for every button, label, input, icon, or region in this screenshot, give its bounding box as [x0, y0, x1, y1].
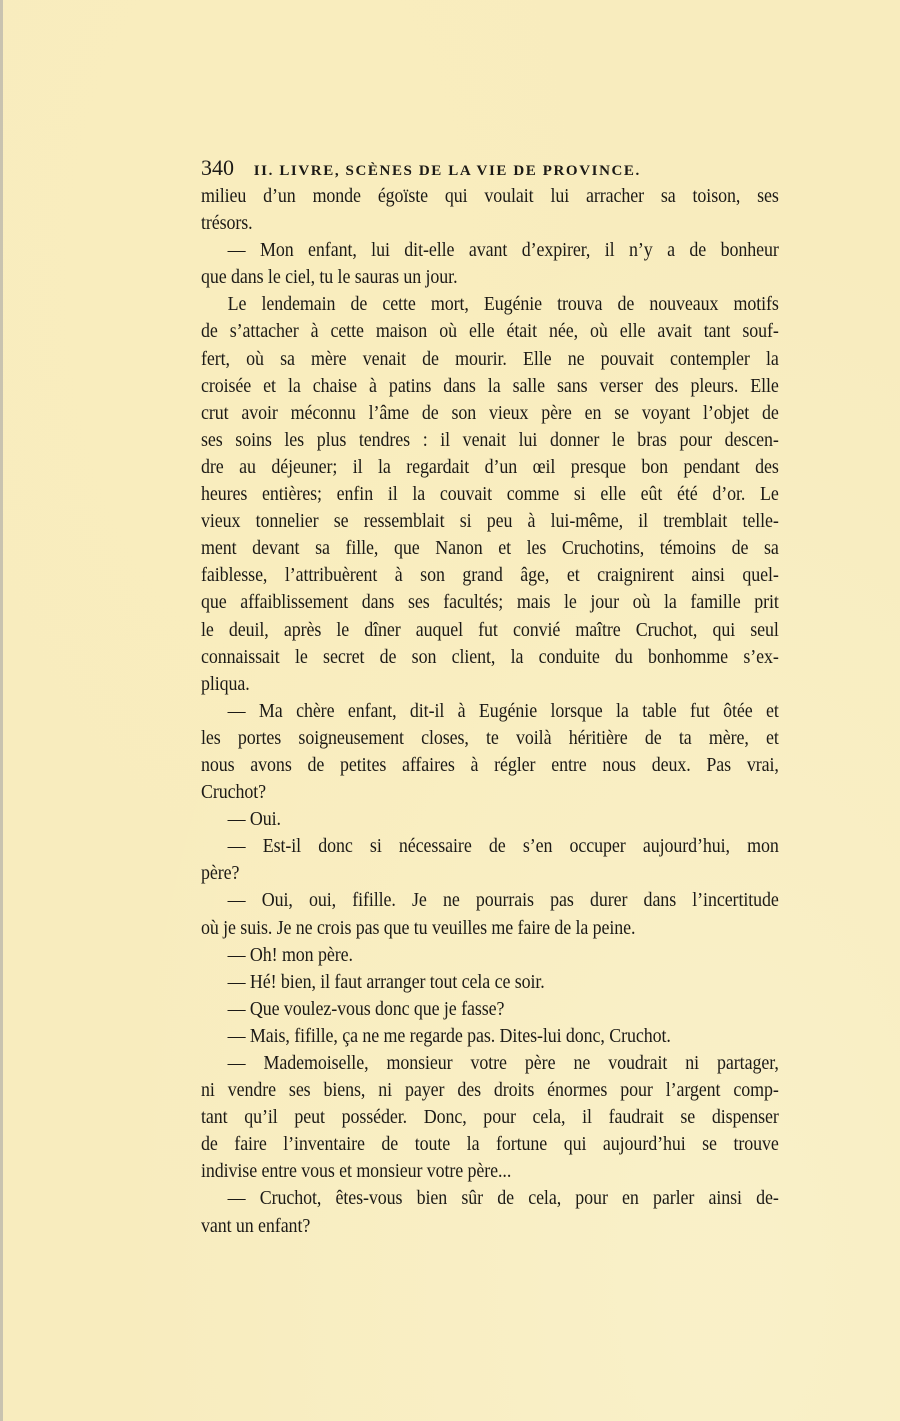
- page-edge: [0, 0, 3, 1421]
- text-line: — Ma chère enfant, dit-il à Eugénie lorsque la table fut ôtée et: [227, 700, 779, 722]
- page-number: 340: [201, 155, 234, 180]
- text-line: Cruchot?: [201, 782, 267, 804]
- text-line: le deuil, après le dîner auquel fut convié maître Cruchot, qui seul: [201, 619, 779, 641]
- text-line: que affaiblissement dans ses facultés; mais le jour où la famille prit: [201, 592, 779, 614]
- text-line: Le lendemain de cette mort, Eugénie trouva de nouveaux motifs: [227, 294, 779, 316]
- text-line: heures entières; enfin il la couvait comme si elle eût été d’or. Le: [201, 484, 779, 506]
- text-line: — Hé! bien, il faut arranger tout cela ce soir.: [227, 971, 545, 993]
- text-line: de faire l’inventaire de toute la fortune qui aujourd’hui se trouve: [201, 1134, 779, 1156]
- text-line: ni vendre ses biens, ni payer des droits énormes pour l’argent comp-: [201, 1080, 779, 1102]
- body-text: [201, 183, 779, 1240]
- text-line: — Mais, fifille, ça ne me regarde pas. Dites-lui donc, Cruchot.: [227, 1025, 671, 1047]
- text-block: [201, 153, 779, 1240]
- text-line: — Cruchot, êtes-vous bien sûr de cela, pour en parler ainsi de-: [227, 1188, 779, 1210]
- text-line: ment devant sa fille, que Nanon et les Cruchotins, témoins de sa: [201, 538, 779, 560]
- text-line: nous avons de petites affaires à régler entre nous deux. Pas vrai,: [201, 754, 779, 776]
- text-line: milieu d’un monde égoïste qui voulait lui arracher sa toison, ses: [201, 186, 779, 207]
- text-line: connaissait le secret de son client, la conduite du bonhomme s’ex-: [201, 646, 779, 668]
- text-line: de s’attacher à cette maison où elle était née, où elle avait tant souf-: [201, 321, 779, 343]
- text-line: crut avoir méconnu l’âme de son vieux père en se voyant l’objet de: [201, 402, 779, 424]
- text-line: — Est-il donc si nécessaire de s’en occuper aujourd’hui, mon: [227, 836, 779, 858]
- text-line: croisée et la chaise à patins dans la salle sans verser des pleurs. Elle: [201, 375, 779, 397]
- text-line: où je suis. Je ne crois pas que tu veuilles me faire de la peine.: [201, 917, 636, 939]
- text-line: père?: [201, 863, 240, 885]
- text-line: les portes soigneusement closes, te voilà héritière de ta mère, et: [201, 727, 779, 749]
- running-head: [201, 153, 779, 183]
- text-line: vant un enfant?: [201, 1215, 311, 1237]
- text-line: tant qu’il peut posséder. Donc, pour cela, il faudrait se dispenser: [201, 1107, 779, 1129]
- text-line: fert, où sa mère venait de mourir. Elle ne pouvait contempler la: [201, 348, 779, 370]
- text-line: — Oui.: [227, 809, 281, 831]
- text-line: — Oh! mon père.: [227, 944, 353, 966]
- text-line: pliqua.: [201, 673, 250, 695]
- text-line: — Oui, oui, fifille. Je ne pourrais pas durer dans l’incertitude: [227, 890, 779, 912]
- text-line: faiblesse, l’attribuèrent à son grand âge, et craignirent ainsi quel-: [201, 565, 779, 587]
- text-line: indivise entre vous et monsieur votre père...: [201, 1161, 512, 1183]
- text-line: vieux tonnelier se ressemblait si peu à lui-même, il tremblait telle-: [201, 511, 779, 533]
- text-line: ses soins les plus tendres : il venait lui donner le bras pour descen-: [201, 429, 779, 451]
- running-head-title: II. LIVRE, SCÈNES DE LA VIE DE PROVINCE.: [253, 163, 641, 179]
- text-line: — Mon enfant, lui dit-elle avant d’expirer, il n’y a de bonheur: [227, 240, 779, 262]
- text-line: dre au déjeuner; il la regardait d’un œil presque bon pendant des: [201, 456, 779, 478]
- text-line: — Mademoiselle, monsieur votre père ne voudrait ni partager,: [227, 1053, 779, 1074]
- text-line: — Que voulez-vous donc que je fasse?: [227, 998, 505, 1020]
- text-line: que dans le ciel, tu le sauras un jour.: [201, 267, 458, 289]
- text-line: trésors.: [201, 213, 253, 235]
